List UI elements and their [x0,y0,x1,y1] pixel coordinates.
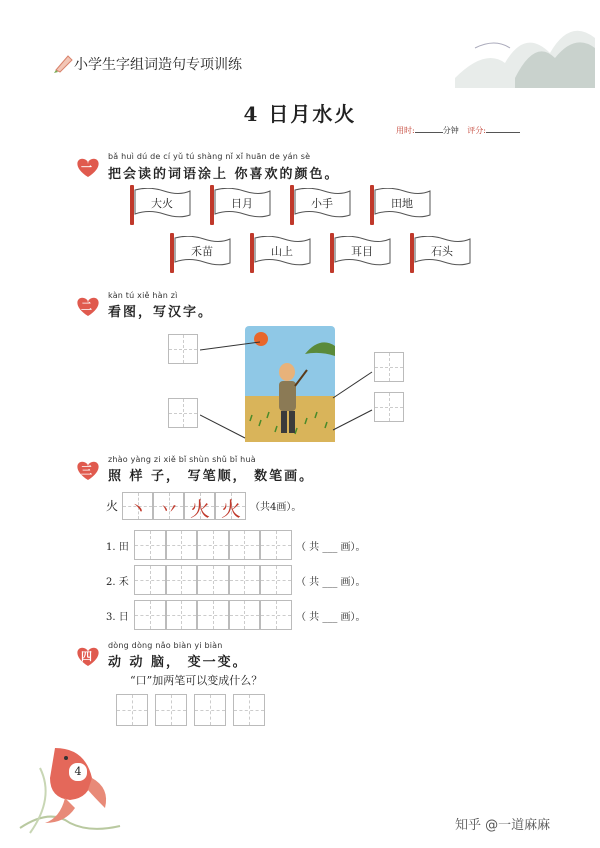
section1-pinyin: bǎ huì dú de cí yǔ tú shàng nǐ xǐ huān de yán sè [108,152,311,161]
word-flag[interactable] [370,188,428,218]
stroke-cell[interactable] [134,600,166,630]
example-stroke: 丷 [159,497,179,521]
page-number: 4 [68,762,88,782]
section2-pinyin: kàn tú xiě hàn zì [108,291,178,300]
stroke-cell[interactable] [197,565,229,595]
watermark: 知乎 @一道麻麻 [455,818,551,833]
word-label: 田地 [391,197,413,210]
word-flag[interactable] [290,188,348,218]
section3-title: 照 样 子， 写笔顺， 数笔画。 [108,469,315,484]
pencil-icon [52,52,74,74]
word-label: 禾苗 [191,245,213,258]
example-stroke: 火 [190,497,210,521]
example-char: 火 [106,499,119,513]
stroke-row-label: 2. 禾 [106,577,129,588]
word-label: 耳目 [351,245,373,258]
section4-title: 动 动 脑， 变一变。 [108,655,248,670]
section4-pinyin: dòng dòng nǎo biàn yi biàn [108,641,223,650]
answer-box-field[interactable] [374,392,404,422]
stroke-cell[interactable] [166,565,198,595]
stroke-cell[interactable] [229,600,261,630]
word-flag[interactable] [410,236,468,266]
stroke-cell[interactable] [134,565,166,595]
stroke-row-label: 3. 日 [106,612,129,623]
word-flag[interactable] [210,188,268,218]
answer-box-tree[interactable] [374,352,404,382]
stroke-cell[interactable] [197,530,229,560]
section2-title: 看图，写汉字。 [108,305,214,320]
landscape-decoration [455,8,595,88]
time-score: 用时: 分钟 评分: [396,125,520,136]
word-flag[interactable] [170,236,228,266]
section3-pinyin: zhào yàng zi xiě bǐ shùn shǔ bǐ huà [108,455,256,464]
connector-lines [200,330,375,440]
stroke-cell[interactable] [229,530,261,560]
stroke-cell[interactable] [260,600,292,630]
answer-box-person[interactable] [168,398,198,428]
stroke-count: （ 共 ___ 画）。 [296,577,366,588]
stroke-cell[interactable] [134,530,166,560]
stroke-count: （ 共 ___ 画）。 [296,612,366,623]
answer-box[interactable] [155,694,187,726]
stroke-cell[interactable] [166,530,198,560]
answer-box[interactable] [233,694,265,726]
section2-badge: 二 [74,295,102,317]
lesson-title: 4 日月水火 [243,102,357,126]
example-stroke: 火 [221,497,241,521]
series-title: 小学生字组词造句专项训练 [74,57,242,73]
word-flag[interactable] [130,188,188,218]
stroke-cell[interactable] [166,600,198,630]
word-label: 小手 [311,197,333,210]
section1-badge: 一 [74,156,102,178]
word-label: 山上 [271,245,293,258]
example-stroke: 丶 [128,497,148,521]
stroke-cell[interactable] [260,565,292,595]
word-label: 大火 [151,197,173,210]
section1-title: 把会读的词语涂上 你喜欢的颜色。 [108,167,340,182]
answer-box[interactable] [194,694,226,726]
stroke-cell[interactable] [197,600,229,630]
section3-badge: 三 [74,459,102,481]
koi-fish-decoration [10,728,130,838]
stroke-row-label: 1. 田 [106,542,129,553]
example-stroke-grid [122,492,246,520]
word-label: 石头 [431,245,453,258]
word-flag[interactable] [330,236,388,266]
stroke-count: （ 共 ___ 画）。 [296,542,366,553]
word-label: 日月 [231,197,253,210]
answer-box-sun[interactable] [168,334,198,364]
stroke-cell[interactable] [260,530,292,560]
word-flag[interactable] [250,236,308,266]
example-count: （共4画）。 [250,502,302,513]
section4-question: “口”加两笔可以变成什么？ [130,674,263,687]
section4-badge: 四 [74,645,102,667]
stroke-cell[interactable] [229,565,261,595]
answer-box[interactable] [116,694,148,726]
